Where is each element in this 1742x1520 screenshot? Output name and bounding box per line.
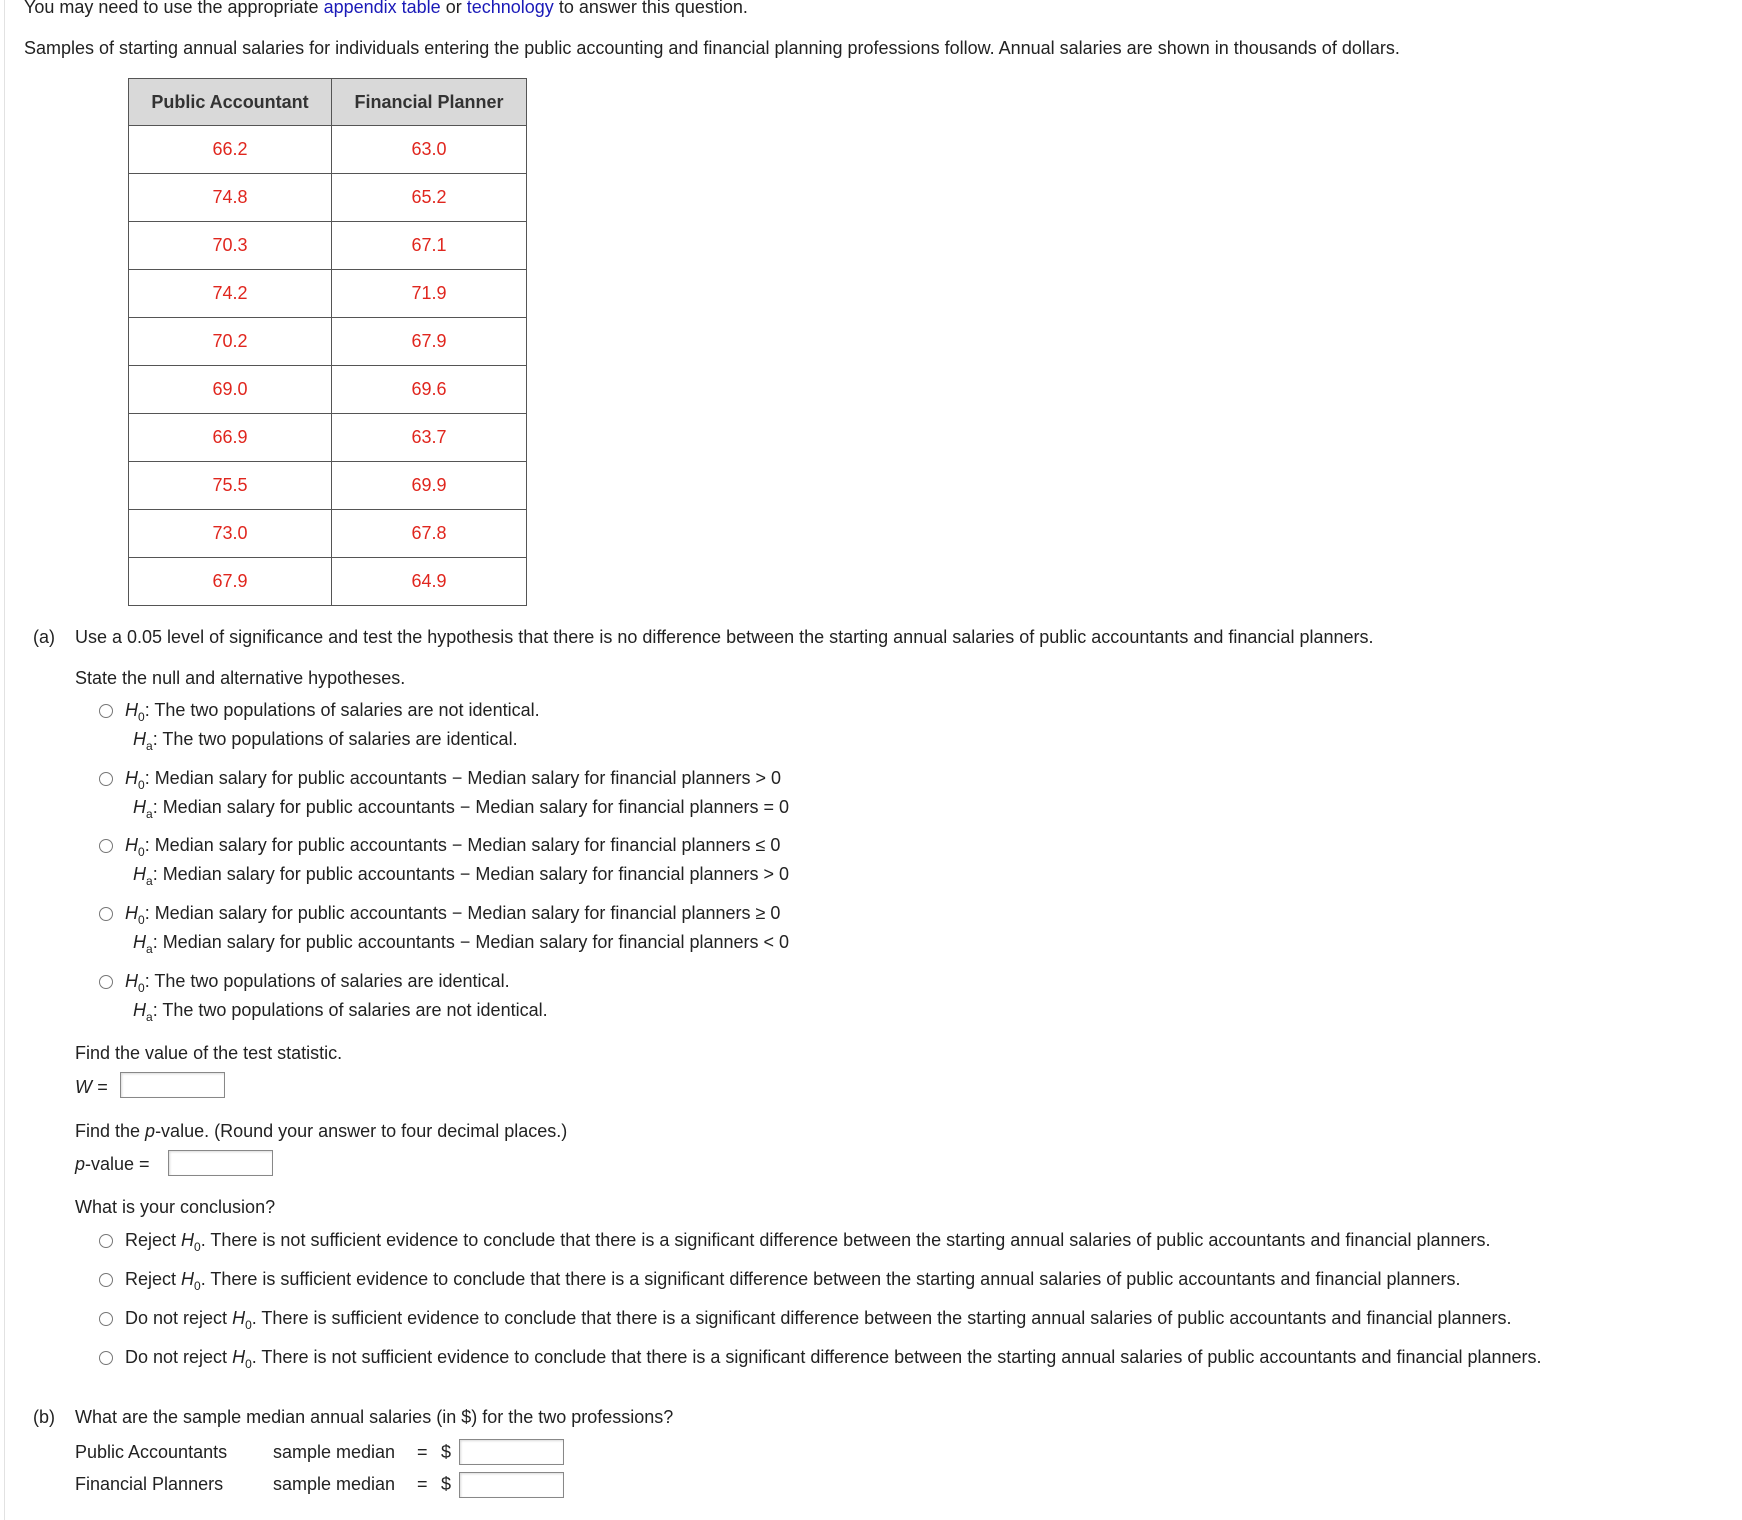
public-accountant-salary-cell: 74.2 <box>129 270 332 318</box>
h0-subscript: 0 <box>138 913 145 927</box>
p-value-input[interactable] <box>168 1150 273 1176</box>
instruction-prefix: You may need to use the appropriate <box>24 0 319 17</box>
alt-hypothesis-line <box>133 932 790 956</box>
financial-planners-label: Financial Planners <box>75 1474 224 1494</box>
public-accountant-salary-cell: 66.2 <box>129 126 332 174</box>
h0-subscript: 0 <box>138 778 145 792</box>
hypothesis-text <box>125 768 790 821</box>
ha-statement: : The two populations of salaries are identical. <box>152 729 518 749</box>
financial-planner-salary-cell: 67.8 <box>332 510 527 558</box>
pa-dollar-sign: $ <box>441 1442 452 1462</box>
p-prompt-pre: Find the <box>75 1121 146 1141</box>
p-value-prompt <box>75 1121 567 1142</box>
fp-equals: = <box>417 1474 428 1494</box>
public-accountant-salary-cell: 75.5 <box>129 462 332 510</box>
page-left-border <box>4 0 5 1520</box>
ha-statement: : The two populations of salaries are not identical. <box>152 1000 548 1020</box>
part-a-label: (a) <box>33 627 55 647</box>
part-a-question: Use a 0.05 level of significance and test the hypothesis that there is no difference between the starting annual salaries of public accountants and financial planners. <box>75 627 1374 647</box>
ha-statement: : Median salary for public accountants − Median salary for financial planners = 0 <box>152 797 790 817</box>
table-row <box>129 174 527 222</box>
fp-dollar-sign: $ <box>441 1474 452 1494</box>
table-row <box>129 126 527 174</box>
financial-planner-salary-cell: 63.0 <box>332 126 527 174</box>
null-hypothesis-line <box>125 971 510 995</box>
table-row <box>129 558 527 606</box>
table-row <box>129 318 527 366</box>
h0-subscript: 0 <box>194 1240 201 1254</box>
radio-button[interactable] <box>99 1273 113 1287</box>
null-hypothesis-line <box>125 700 540 724</box>
public-accountant-salary-cell: 69.0 <box>129 366 332 414</box>
pa-equals: = <box>417 1442 428 1462</box>
technology-link[interactable]: technology <box>466 0 554 17</box>
table-row <box>129 414 527 462</box>
h0-symbol: H <box>232 1347 246 1367</box>
ha-subscript: a <box>146 739 153 753</box>
h0-subscript: 0 <box>194 1279 201 1293</box>
p-label-italic: p <box>75 1154 86 1174</box>
p-prompt-post: -value. (Round your answer to four decimal places.) <box>155 1121 568 1141</box>
conclusion-statement: . There is not sufficient evidence to conclude that there is a significant difference between the starting annual salaries of public accountants and financial planners. <box>251 1347 1542 1367</box>
fp-median-input[interactable] <box>459 1472 564 1498</box>
ha-symbol: H <box>133 1000 146 1020</box>
radio-button[interactable] <box>99 772 113 786</box>
conclusion-statement: . There is sufficient evidence to conclude that there is a significant difference between the starting annual salaries of public accountants and financial planners. <box>251 1308 1512 1328</box>
instruction-suffix: to answer this question. <box>558 0 748 17</box>
instruction-line <box>24 0 748 18</box>
ha-subscript: a <box>146 807 153 821</box>
column-header-financial-planner: Financial Planner <box>332 79 527 126</box>
public-accountants-label: Public Accountants <box>75 1442 228 1462</box>
financial-planner-salary-cell: 69.6 <box>332 366 527 414</box>
h0-symbol: H <box>125 700 138 720</box>
h0-subscript: 0 <box>245 1318 252 1332</box>
financial-planner-salary-cell: 65.2 <box>332 174 527 222</box>
p-label-post: -value = <box>85 1154 150 1174</box>
table-row <box>129 510 527 558</box>
radio-button[interactable] <box>99 907 113 921</box>
ha-symbol: H <box>133 729 146 749</box>
h0-symbol: H <box>232 1308 246 1328</box>
appendix-table-link[interactable]: appendix table <box>323 0 441 17</box>
salary-table <box>128 78 527 606</box>
conclusion-statement: . There is not sufficient evidence to conclude that there is a significant difference between the starting annual salaries of public accountants and financial planners. <box>200 1230 1491 1250</box>
radio-button[interactable] <box>99 1234 113 1248</box>
part-b-question: What are the sample median annual salaries (in $) for the two professions? <box>75 1407 674 1427</box>
h0-symbol: H <box>125 971 138 991</box>
ha-statement: : Median salary for public accountants − Median salary for financial planners < 0 <box>152 932 790 952</box>
financial-planner-salary-cell: 69.9 <box>332 462 527 510</box>
radio-button[interactable] <box>99 839 113 853</box>
radio-button[interactable] <box>99 1312 113 1326</box>
public-accountant-salary-cell: 67.9 <box>129 558 332 606</box>
financial-planner-salary-cell: 63.7 <box>332 414 527 462</box>
public-accountant-salary-cell: 70.2 <box>129 318 332 366</box>
alt-hypothesis-line <box>133 1000 548 1024</box>
radio-button[interactable] <box>99 704 113 718</box>
conclusion-prompt: What is your conclusion? <box>75 1197 276 1217</box>
conclusion-text <box>125 1269 1461 1293</box>
h0-statement: : Median salary for public accountants − Median salary for financial planners ≥ 0 <box>144 903 781 923</box>
table-header-row <box>129 79 527 126</box>
financial-planner-salary-cell: 67.1 <box>332 222 527 270</box>
h0-symbol: H <box>125 903 138 923</box>
table-row <box>129 366 527 414</box>
w-label: W = <box>75 1077 108 1097</box>
alt-hypothesis-line <box>133 729 518 753</box>
radio-button[interactable] <box>99 975 113 989</box>
null-hypothesis-line <box>125 835 781 859</box>
problem-intro: Samples of starting annual salaries for individuals entering the public accounting and financial planning professions follow. Annual salaries are shown in thousands of dollars. <box>24 38 1400 58</box>
alt-hypothesis-line <box>133 797 790 821</box>
conclusion-action: Reject <box>125 1230 182 1250</box>
h0-symbol: H <box>125 768 138 788</box>
conclusion-statement: . There is sufficient evidence to conclude that there is a significant difference between the starting annual salaries of public accountants and financial planners. <box>200 1269 1461 1289</box>
ha-subscript: a <box>146 874 153 888</box>
part-b-label: (b) <box>33 1407 55 1427</box>
public-accountant-salary-cell: 66.9 <box>129 414 332 462</box>
public-accountant-salary-cell: 70.3 <box>129 222 332 270</box>
conclusion-action: Do not reject <box>125 1308 233 1328</box>
table-row <box>129 222 527 270</box>
ha-symbol: H <box>133 797 146 817</box>
column-header-public-accountant: Public Accountant <box>129 79 332 126</box>
public-accountant-salary-cell: 74.8 <box>129 174 332 222</box>
h0-symbol: H <box>125 835 138 855</box>
h0-subscript: 0 <box>245 1357 252 1371</box>
ha-subscript: a <box>146 1010 153 1024</box>
h0-symbol: H <box>181 1269 195 1289</box>
financial-planner-salary-cell: 67.9 <box>332 318 527 366</box>
h0-subscript: 0 <box>138 981 145 995</box>
table-row <box>129 462 527 510</box>
h0-symbol: H <box>181 1230 195 1250</box>
h0-statement: : Median salary for public accountants − Median salary for financial planners ≤ 0 <box>144 835 781 855</box>
ha-statement: : Median salary for public accountants − Median salary for financial planners > 0 <box>152 864 790 884</box>
h0-statement: : The two populations of salaries are not identical. <box>144 700 540 720</box>
null-hypothesis-line <box>125 768 782 792</box>
conclusion-action: Do not reject <box>125 1347 233 1367</box>
public-accountant-salary-cell: 73.0 <box>129 510 332 558</box>
financial-planner-salary-cell: 64.9 <box>332 558 527 606</box>
hypothesis-text <box>125 903 790 956</box>
hypothesis-text <box>125 835 790 888</box>
financial-planner-salary-cell: 71.9 <box>332 270 527 318</box>
instruction-middle: or <box>445 0 462 17</box>
conclusion-text <box>125 1230 1491 1254</box>
p-prompt-italic: p <box>145 1121 156 1141</box>
p-value-label <box>75 1154 150 1175</box>
pa-median-input[interactable] <box>459 1439 564 1465</box>
h0-statement: : The two populations of salaries are identical. <box>144 971 510 991</box>
table-row <box>129 270 527 318</box>
hypotheses-prompt: State the null and alternative hypotheses. <box>75 668 406 688</box>
alt-hypothesis-line <box>133 864 790 888</box>
conclusion-action: Reject <box>125 1269 182 1289</box>
ha-symbol: H <box>133 864 146 884</box>
w-input[interactable] <box>120 1072 225 1098</box>
conclusion-text <box>125 1347 1542 1371</box>
conclusion-text <box>125 1308 1512 1332</box>
h0-subscript: 0 <box>138 710 145 724</box>
ha-symbol: H <box>133 932 146 952</box>
radio-button[interactable] <box>99 1351 113 1365</box>
pa-sample-median-label: sample median <box>273 1442 396 1462</box>
h0-subscript: 0 <box>138 845 145 859</box>
ha-subscript: a <box>146 942 153 956</box>
test-statistic-prompt: Find the value of the test statistic. <box>75 1043 343 1063</box>
hypothesis-text <box>125 971 548 1024</box>
hypothesis-text <box>125 700 540 753</box>
fp-sample-median-label: sample median <box>273 1474 396 1494</box>
null-hypothesis-line <box>125 903 781 927</box>
h0-statement: : Median salary for public accountants − Median salary for financial planners > 0 <box>144 768 782 788</box>
